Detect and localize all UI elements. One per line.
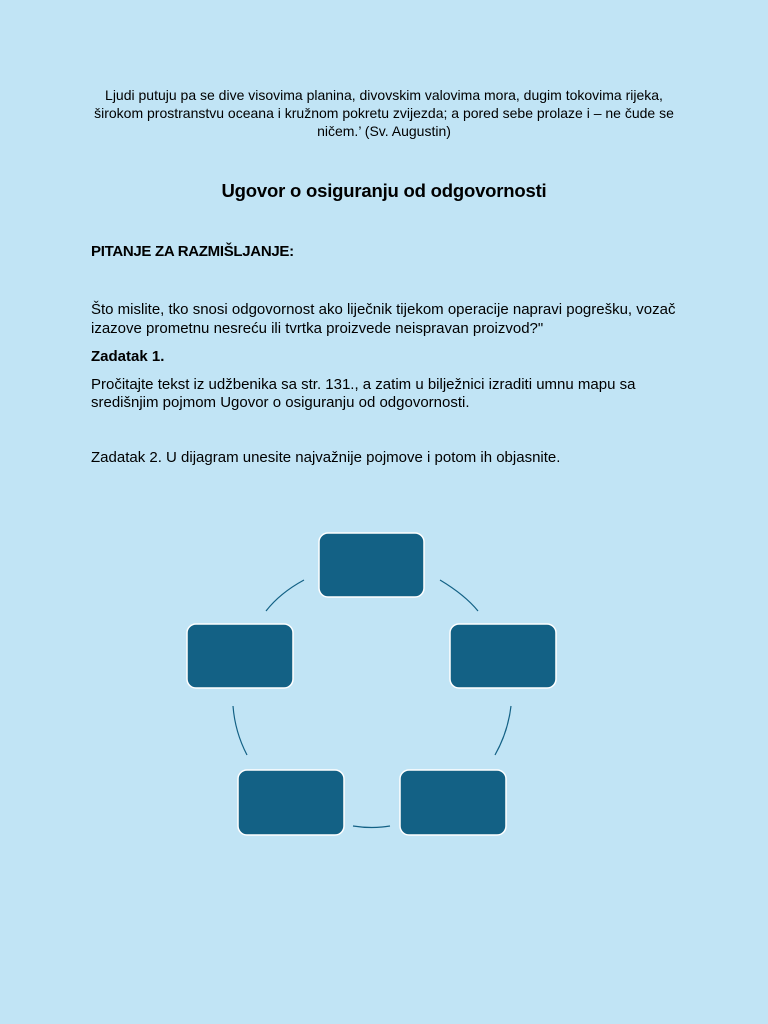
diagram-node-right[interactable] — [450, 624, 556, 688]
diagram-node-bottom-left[interactable] — [238, 770, 344, 835]
question-text: Što mislite, tko snosi odgovornost ako liječnik tijekom operacije napravi pogrešku, vozač izazove prometnu nesreću ili tvrtka proizvede neispravan proizvod?" — [91, 301, 676, 337]
question-heading: PITANJE ZA RAZMIŠLJANJE: — [91, 243, 294, 260]
task2-text: Zadatak 2. U dijagram unesite najvažnije pojmove i potom ih objasnite. — [91, 449, 561, 466]
page-title: Ugovor o osiguranju od odgovornosti — [221, 180, 547, 201]
diagram-node-bottom-right[interactable] — [400, 770, 506, 835]
task1-heading: Zadatak 1. — [91, 348, 165, 365]
task1-text: Pročitajte tekst iz udžbenika sa str. 131., a zatim u bilježnici izraditi umnu mapu sa središnjim pojmom Ugovor o osiguranju od odgovornosti. — [91, 376, 636, 411]
connector-right-to-bottom-right — [495, 706, 511, 755]
diagram-node-top[interactable] — [319, 533, 424, 597]
connector-left-to-top — [266, 580, 304, 611]
connector-bottom-left-to-left — [233, 706, 247, 755]
quote: Ljudi putuju pa se dive visovima planina, divovskim valovima mora, dugim tokovima rijeka, širokom prostranstvu oceana i kružnom pokretu zvijezda; a pored sebe prolaze i – ne čude se ničem.’ (Sv. Augustin) — [94, 87, 674, 139]
connector-bottom-right-to-bottom-left — [353, 826, 390, 828]
connector-top-to-right — [440, 580, 478, 611]
diagram-node-left[interactable] — [187, 624, 293, 688]
